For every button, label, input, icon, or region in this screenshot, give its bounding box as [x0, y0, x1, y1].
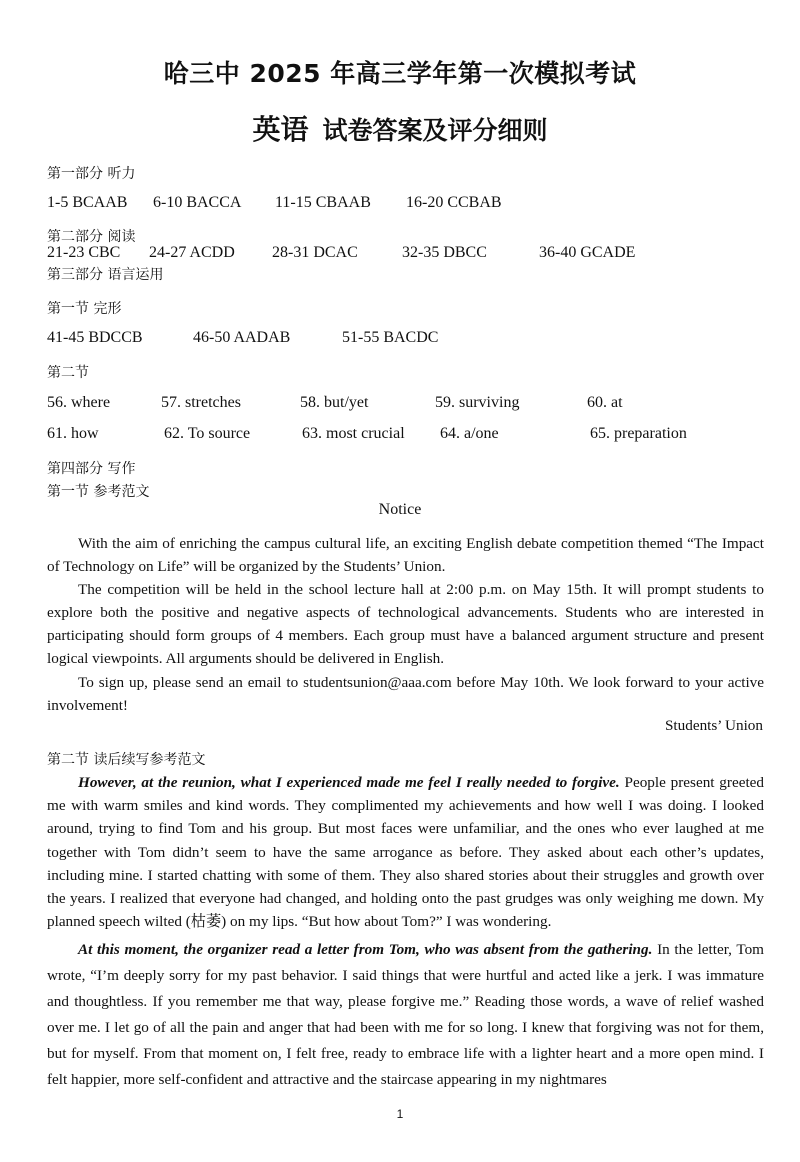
continuation-paragraph-1	[47, 771, 764, 933]
paragraph-body: In the letter, Tom wrote, “I’m deeply sorry for my past behavior. I said things that were hurtful and acted like a jerk. I was immature and thoughtless. If you remember me that way, please forgive me.” Reading those words, a wave of relief washed over me. I let go of all the pain and anger that had been with me for so long. I knew that forgiving was not for them, but for myself. From that moment on, I felt free, ready to embrace life with a lighter heart and a more open mind. I felt happier, more self-confident and attractive and the staircase appearing in my nightmares	[47, 941, 764, 1088]
answer-group: 11-15 CBAAB	[275, 194, 371, 211]
answer-group: 46-50 AADAB	[193, 329, 291, 346]
answer-group: 21-23 CBC	[47, 244, 121, 261]
subject-label: 英语	[252, 113, 309, 146]
part1-heading: 第一部分 听力	[47, 166, 136, 182]
answer-group: 51-55 BACDC	[342, 329, 439, 346]
part3-section2-heading: 第二节	[47, 365, 89, 381]
answer-group: 16-20 CCBAB	[406, 194, 502, 211]
subtitle-text: 试卷答案及评分细则	[322, 116, 548, 145]
part4-section1-heading: 第一节 参考范文	[47, 484, 150, 500]
answer-group: 1-5 BCAAB	[47, 194, 128, 211]
paragraph-lead-sentence: However, at the reunion, what I experienced made me feel I really needed to forgive.	[78, 774, 620, 791]
answer-item: 64. a/one	[440, 425, 499, 442]
answer-group: 32-35 DBCC	[402, 244, 487, 261]
notice-title: Notice	[378, 501, 422, 518]
continuation-paragraph-2	[47, 937, 764, 1093]
part3-section1-heading: 第一节 完形	[47, 301, 122, 317]
paragraph-body: People present greeted me with warm smiles and kind words. They complimented my achievements and how well I was doing. I looked around, trying to find Tom and his group. But most faces were unfamiliar, and the ones who ever laughed at me together with Tom didn’t seem to have the same arrogance as before. They asked about each other’s updates, including mine. I started chatting with some of them. They also shared stories about their struggles and growth over the years. I realized that everyone had changed, and holding onto the past grudges was only weighing me down. My planned speech wilted (枯萎) on my lips. “But how about Tom?” I was wondering.	[47, 774, 764, 931]
notice-paragraph: The competition will be held in the school lecture hall at 2:00 p.m. on May 15th. It will prompt students to explore both the positive and negative aspects of technological advancements. Students who are interested in participating should form groups of 4 members. Each group must have a balanced argument structure and present logical viewpoints. All arguments should be delivered in English.	[47, 581, 764, 667]
page-subtitle	[0, 108, 800, 148]
page-title: 哈三中 2025 年高三学年第一次模拟考试	[163, 59, 637, 88]
answer-item: 65. preparation	[590, 425, 687, 442]
part4-section2-heading: 第二节 读后续写参考范文	[47, 752, 206, 768]
notice-paragraph: To sign up, please send an email to studentsunion@aaa.com before May 10th. We look forward to your active involvement!	[47, 674, 764, 714]
notice-signature: Students’ Union	[664, 717, 763, 734]
answer-item: 61. how	[47, 425, 99, 442]
part2-heading: 第二部分 阅读	[47, 229, 136, 245]
answer-group: 36-40 GCADE	[539, 244, 636, 261]
answer-item: 59. surviving	[435, 394, 520, 411]
paragraph-lead-sentence: At this moment, the organizer read a letter from Tom, who was absent from the gathering.	[78, 941, 653, 958]
part4-heading: 第四部分 写作	[47, 461, 136, 477]
notice-paragraph: With the aim of enriching the campus cultural life, an exciting English debate competition themed “The Impact of Technology on Life” will be organized by the Students’ Union.	[47, 535, 764, 575]
page-number: 1	[396, 1107, 404, 1121]
answer-item: 56. where	[47, 394, 111, 411]
answer-item: 60. at	[587, 394, 623, 411]
answer-group: 28-31 DCAC	[272, 244, 358, 261]
answer-item: 63. most crucial	[302, 425, 405, 442]
answer-group: 6-10 BACCA	[153, 194, 242, 211]
answer-item: 62. To source	[164, 425, 251, 442]
answer-item: 57. stretches	[161, 394, 241, 411]
answer-item: 58. but/yet	[300, 394, 369, 411]
answer-group: 41-45 BDCCB	[47, 329, 143, 346]
part3-heading: 第三部分 语言运用	[47, 267, 164, 283]
answer-group: 24-27 ACDD	[149, 244, 235, 261]
